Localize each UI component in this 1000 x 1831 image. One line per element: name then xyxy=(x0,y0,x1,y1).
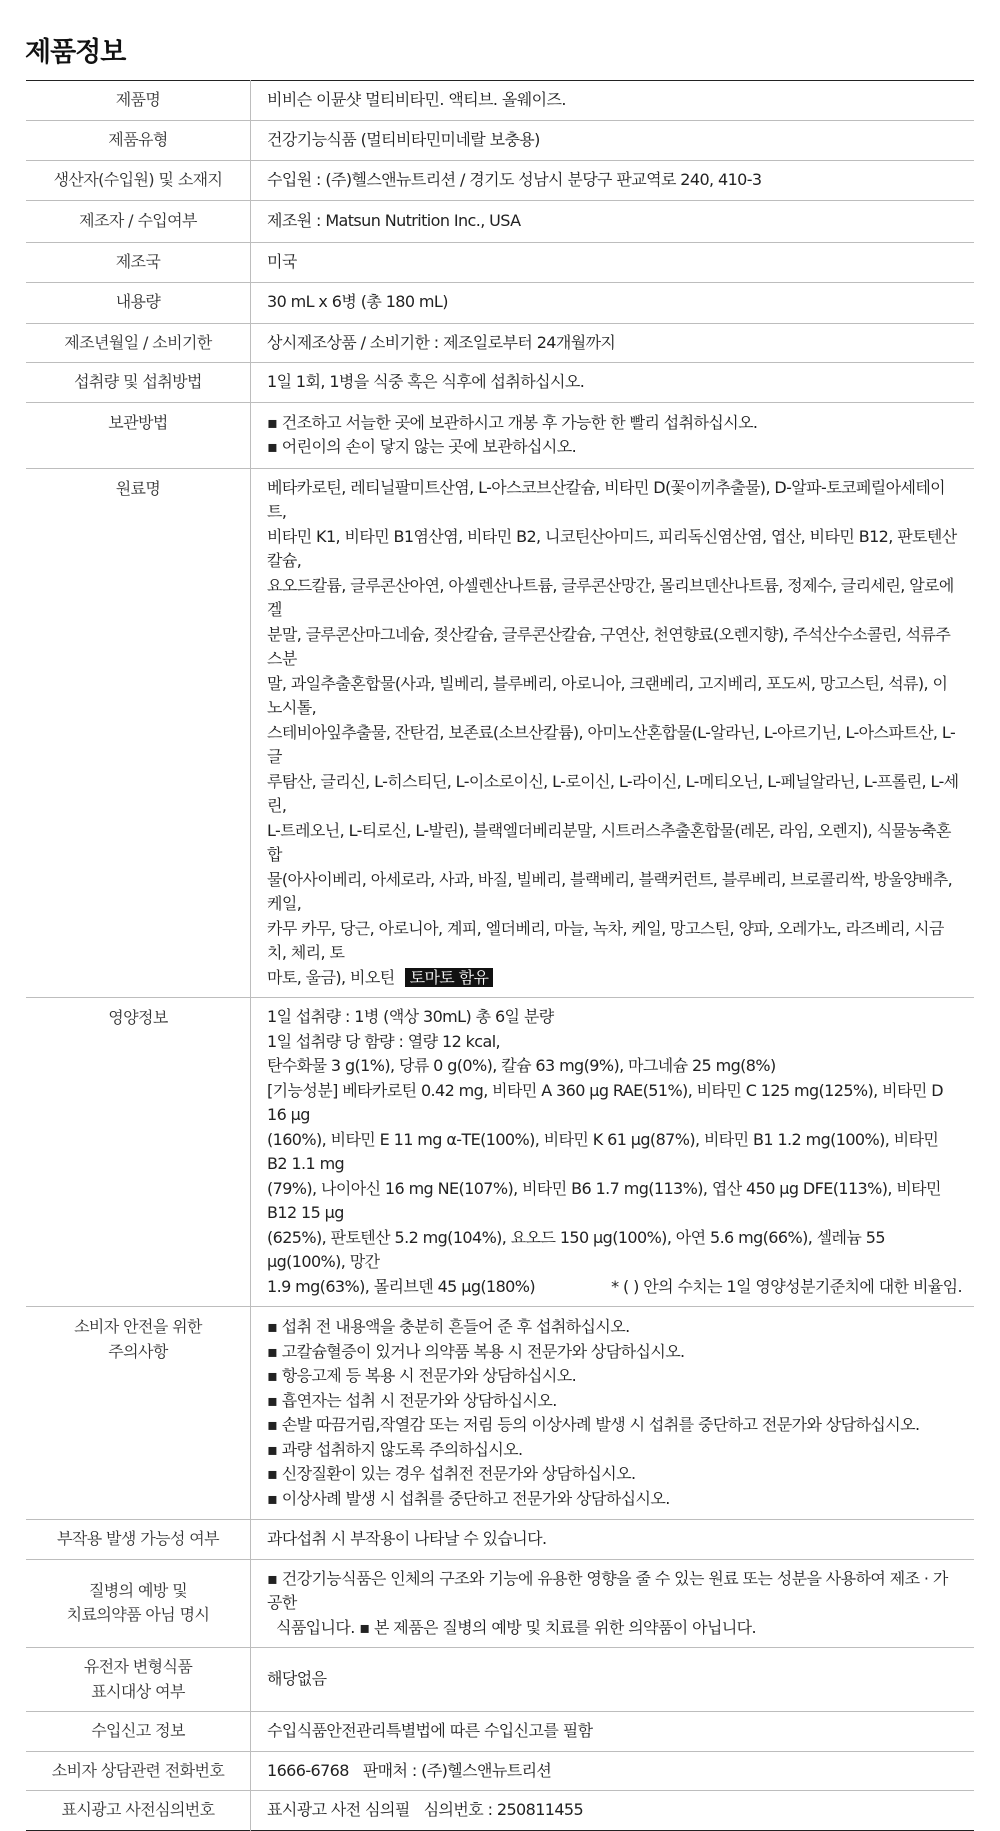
notice-line: 식품입니다. ▪ 본 제품은 질병의 예방 및 치료를 위한 의약품이 아닙니다. xyxy=(267,1617,757,1637)
ingredient-line: 베타카로틴, 레티닐팔미트산염, L-아스코브산칼슘, 비타민 D(꽃이끼추출물), D-알파-토코페릴아세테이트, xyxy=(267,477,946,521)
row-value xyxy=(251,402,975,468)
seller-info: 판매처 : (주)헬스앤뉴트리션 xyxy=(362,1760,552,1780)
table-row xyxy=(26,402,974,468)
table-row xyxy=(26,1791,974,1831)
row-value: 미국 xyxy=(251,242,975,282)
ingredient-text: 마토, 울금), 비오틴 xyxy=(267,967,395,987)
ingredient-line: 물(아사이베리, 아세로라, 사과, 바질, 빌베리, 블랙베리, 블랙커런트, 블루베리, 브로콜리싹, 방울양배추, 케일, xyxy=(267,869,953,913)
table-row xyxy=(26,1751,974,1791)
ingredient-line: 분말, 글루콘산마그네슘, 젖산칼슘, 글루콘산칼슘, 구연산, 천연향료(오렌지향), 주석산수소콜린, 석류주스분 xyxy=(267,624,951,668)
row-value xyxy=(251,1751,975,1791)
row-label: 부작용 발생 가능성 여부 xyxy=(26,1520,251,1560)
ingredient-line: 스테비아잎추출물, 잔탄검, 보존료(소브산칼륨), 아미노산혼합물(L-알라닌, L-아르기닌, L-아스파트산, L-글 xyxy=(267,722,956,766)
row-value xyxy=(251,1791,975,1831)
ingredient-line xyxy=(267,966,962,991)
nutrition-line: 1일 섭취량 : 1병 (액상 30mL) 총 6일 분량 xyxy=(267,1007,554,1026)
row-value: 제조원 : Matsun Nutrition Inc., USA xyxy=(251,200,975,242)
row-value xyxy=(251,1307,975,1520)
caution-line: ▪ 흡연자는 섭취 시 전문가와 상담하십시오. xyxy=(267,1390,557,1410)
table-row xyxy=(26,323,974,363)
row-value: 30 mL x 6병 (총 180 mL) xyxy=(251,282,975,323)
table-row xyxy=(26,1559,974,1648)
row-label-line: 치료의약품 아님 명시 xyxy=(66,1605,210,1625)
nutrition-line: [기능성분] 베타카로틴 0.42 mg, 비타민 A 360 μg RAE(51%), 비타민 C 125 mg(125%), 비타민 D 16 μg xyxy=(267,1080,943,1124)
caution-line: ▪ 고칼슘혈증이 있거나 의약품 복용 시 전문가와 상담하십시오. xyxy=(267,1341,685,1361)
ingredient-line: 카무 카무, 당근, 아로니아, 계피, 엘더베리, 마늘, 녹차, 케일, 망고스틴, 양파, 오레가노, 라즈베리, 시금치, 체리, 토 xyxy=(267,918,944,962)
row-label: 원료명 xyxy=(26,468,251,998)
table-row xyxy=(26,1520,974,1560)
row-label: 수입신고 정보 xyxy=(26,1712,251,1752)
row-label: 제조국 xyxy=(26,242,251,282)
row-label: 섭취량 및 섭취방법 xyxy=(26,363,251,403)
table-row xyxy=(26,363,974,403)
row-label-line: 소비자 안전을 위한 xyxy=(74,1317,202,1336)
table-row xyxy=(26,282,974,323)
row-label-line: 질병의 예방 및 xyxy=(88,1580,188,1600)
table-row xyxy=(26,81,974,121)
table-row xyxy=(26,1648,974,1712)
nutrition-line: (625%), 판토텐산 5.2 mg(104%), 요오드 150 μg(100%), 아연 5.6 mg(66%), 셀레늄 55 μg(100%), 망간 xyxy=(267,1227,885,1271)
row-label-line: 유전자 변형식품 xyxy=(83,1657,193,1676)
row-label: 보관방법 xyxy=(26,402,251,468)
caution-line: ▪ 과량 섭취하지 않도록 주의하십시오. xyxy=(267,1439,523,1459)
table-row xyxy=(26,121,974,161)
ad-review-status: 표시광고 사전 심의필 xyxy=(267,1800,410,1819)
table-row xyxy=(26,200,974,242)
nutrition-line: (160%), 비타민 E 11 mg α-TE(100%), 비타민 K 61 μg(87%), 비타민 B1 1.2 mg(100%), 비타민 B2 1.1 mg xyxy=(267,1129,939,1173)
nutrition-line: 1일 섭취량 당 함량 : 열량 12 kcal, xyxy=(267,1031,501,1051)
phone-number: 1666-6768 xyxy=(267,1760,349,1780)
row-label: 내용량 xyxy=(26,282,251,323)
nutrition-note: * ( ) 안의 수치는 1일 영양성분기준치에 대한 비율임. xyxy=(611,1276,962,1296)
row-value: 1일 1회, 1병을 식중 혹은 식후에 섭취하십시오. xyxy=(251,363,975,403)
notice-line: ▪ 건강기능식품은 인체의 구조와 기능에 유용한 영향을 줄 수 있는 원료 또는 성분을 사용하여 제조 · 가공한 xyxy=(267,1568,948,1612)
row-label xyxy=(26,1307,251,1520)
row-label: 제품명 xyxy=(26,81,251,121)
row-value: 수입식품안전관리특별법에 따른 수입신고를 필함 xyxy=(251,1712,975,1752)
row-value: 수입원 : (주)헬스앤뉴트리션 / 경기도 성남시 분당구 판교역로 240, 410-3 xyxy=(251,160,975,200)
review-number: 심의번호 : 250811455 xyxy=(423,1800,584,1819)
row-value: 비비슨 이뮨샷 멀티비타민. 액티브. 올웨이즈. xyxy=(267,90,566,110)
nutrition-line xyxy=(267,1275,962,1300)
storage-line: ▪ 건조하고 서늘한 곳에 보관하시고 개봉 후 가능한 한 빨리 섭취하십시오. xyxy=(267,412,758,432)
row-value: 해당없음 xyxy=(251,1648,975,1712)
row-value: 과다섭취 시 부작용이 나타날 수 있습니다. xyxy=(251,1520,975,1560)
storage-line: ▪ 어린이의 손이 닿지 않는 곳에 보관하십시오. xyxy=(267,437,577,456)
row-label xyxy=(26,1559,251,1648)
row-label-line: 주의사항 xyxy=(108,1341,168,1361)
nutrition-line: 탄수화물 3 g(1%), 당류 0 g(0%), 칼슘 63 mg(9%), 마그네슘 25 mg(8%) xyxy=(267,1056,776,1075)
row-label: 생산자(수입원) 및 소재지 xyxy=(26,160,251,200)
table-row xyxy=(26,242,974,282)
ingredient-line: 요오드칼륨, 글루콘산아연, 아셀렌산나트륨, 글루콘산망간, 몰리브덴산나트륨, 정제수, 글리세린, 알로에겔 xyxy=(267,575,954,619)
row-label: 제조자 / 수입여부 xyxy=(26,200,251,242)
row-label: 소비자 상담관련 전화번호 xyxy=(26,1751,251,1791)
row-value: 상시제조상품 / 소비기한 : 제조일로부터 24개월까지 xyxy=(251,323,975,363)
ingredient-line: 루탐산, 글리신, L-히스티딘, L-이소로이신, L-로이신, L-라이신, L-메티오닌, L-페닐알라닌, L-프롤린, L-세린, xyxy=(267,771,959,815)
row-value xyxy=(251,468,975,998)
table-row xyxy=(26,998,974,1307)
row-label: 표시광고 사전심의번호 xyxy=(26,1791,251,1831)
page-title: 제품정보 xyxy=(25,37,126,68)
row-value xyxy=(251,1559,975,1648)
row-value xyxy=(251,998,975,1307)
table-row xyxy=(26,468,974,998)
caution-line: ▪ 항응고제 등 복용 시 전문가와 상담하십시오. xyxy=(267,1366,577,1385)
row-value: 건강기능식품 (멀티비타민미네랄 보충용) xyxy=(251,121,975,161)
table-row xyxy=(26,1712,974,1752)
row-label-line: 표시대상 여부 xyxy=(91,1681,185,1701)
row-label: 제조년월일 / 소비기한 xyxy=(26,323,251,363)
ingredient-line: 비타민 K1, 비타민 B1염산염, 비타민 B2, 니코틴산아미드, 피리독신염산염, 엽산, 비타민 B12, 판토텐산칼슘, xyxy=(267,526,957,570)
table-row xyxy=(26,160,974,200)
nutrition-line: (79%), 나이아신 16 mg NE(107%), 비타민 B6 1.7 mg(113%), 엽산 450 μg DFE(113%), 비타민 B12 15 μg xyxy=(267,1178,941,1222)
row-label: 영양정보 xyxy=(26,998,251,1307)
nutrition-last-line: 1.9 mg(63%), 몰리브덴 45 μg(180%) xyxy=(267,1276,536,1296)
ingredient-line: L-트레오닌, L-티로신, L-발린), 블랙엘더베리분말, 시트러스추출혼합물(레몬, 라임, 오렌지), 식물농축혼합 xyxy=(267,820,951,864)
table-row xyxy=(26,1307,974,1520)
caution-line: ▪ 이상사례 발생 시 섭취를 중단하고 전문가와 상담하십시오. xyxy=(267,1488,670,1508)
product-info-table xyxy=(26,80,974,1831)
caution-line: ▪ 신장질환이 있는 경우 섭취전 전문가와 상담하십시오. xyxy=(267,1464,636,1483)
caution-line: ▪ 섭취 전 내용액을 충분히 흔들어 준 후 섭취하십시오. xyxy=(267,1317,630,1336)
row-label: 제품유형 xyxy=(26,121,251,161)
tomato-highlight-badge: 토마토 함유 xyxy=(405,968,494,987)
caution-line: ▪ 손발 따끔거림,작열감 또는 저림 등의 이상사례 발생 시 섭취를 중단하고 전문가와 상담하십시오. xyxy=(267,1415,920,1434)
ingredient-line: 말, 과일추출혼합물(사과, 빌베리, 블루베리, 아로니아, 크랜베리, 고지베리, 포도씨, 망고스틴, 석류), 이노시톨, xyxy=(267,673,948,717)
row-label xyxy=(26,1648,251,1712)
